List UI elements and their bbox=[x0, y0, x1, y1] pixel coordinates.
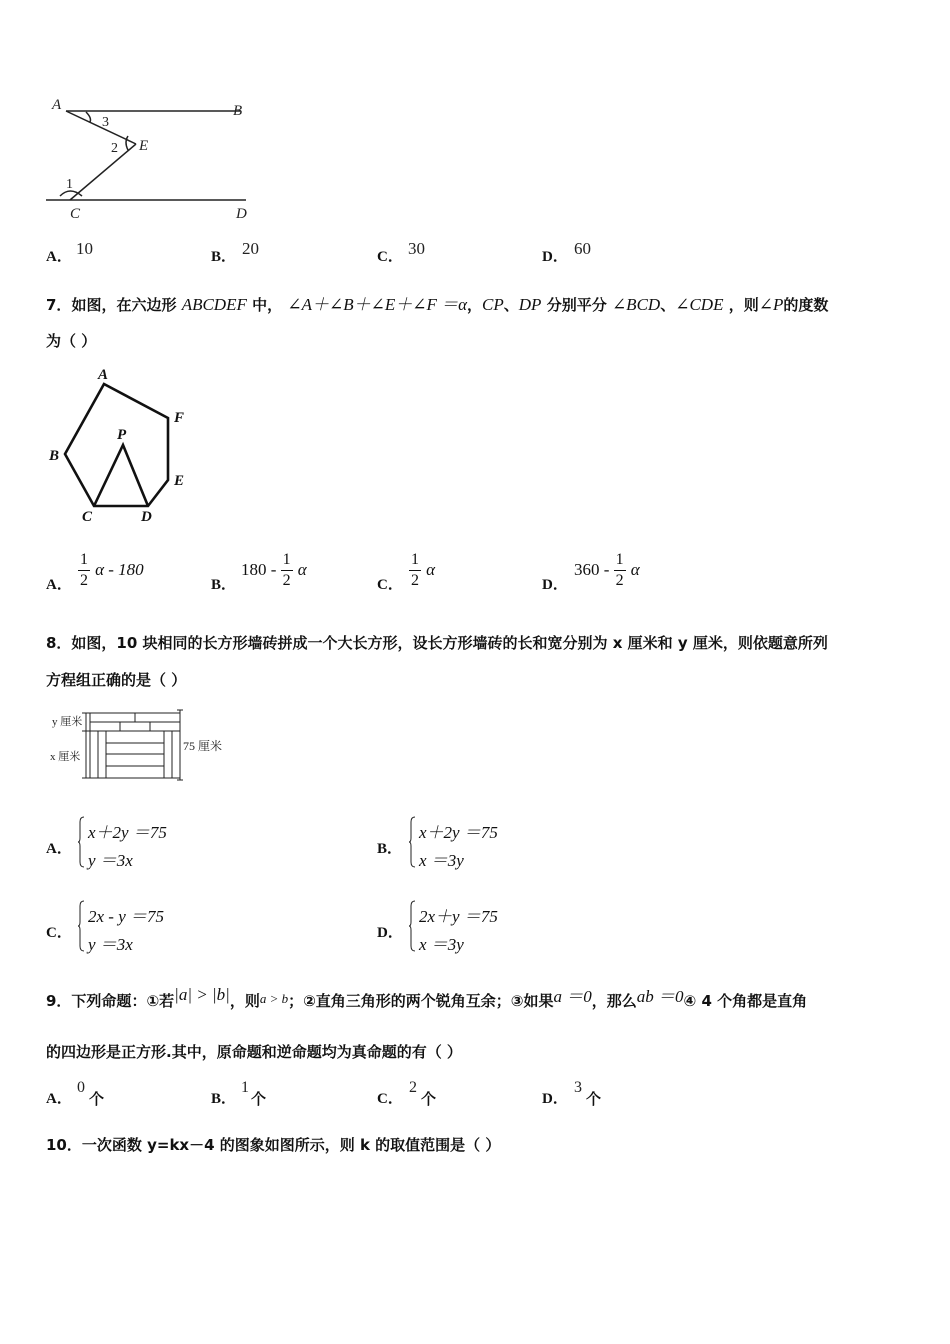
q6-figure bbox=[40, 92, 260, 224]
q7-stem-line1 bbox=[46, 296, 828, 313]
denominator: 2 bbox=[615, 572, 624, 589]
option-label: A． bbox=[46, 249, 72, 265]
fig8-y-label: y 厘米 bbox=[52, 716, 83, 728]
q7-text-2: 中， bbox=[252, 296, 283, 314]
denominator: 2 bbox=[80, 572, 88, 589]
brace-icon bbox=[78, 816, 85, 868]
fraction-half bbox=[614, 552, 626, 589]
fig6-label-A: A bbox=[52, 97, 62, 113]
fraction-half bbox=[78, 552, 90, 589]
fig7-label-D: D bbox=[141, 509, 152, 525]
option-unit: 个 bbox=[586, 1090, 602, 1108]
q7-text-6: 的度数 bbox=[783, 296, 829, 314]
option-label: C． bbox=[377, 249, 403, 265]
q7-stem-line2: 为（ ） bbox=[46, 332, 97, 350]
denominator: 2 bbox=[411, 572, 419, 589]
q8-stem-line2: 方程组正确的是（ ） bbox=[46, 671, 187, 689]
option-expression bbox=[241, 552, 307, 589]
option-label: A． bbox=[46, 1091, 72, 1107]
fig6-label-B: B bbox=[233, 103, 243, 119]
fraction-half bbox=[281, 552, 293, 589]
q9-stem-line1 bbox=[46, 985, 808, 1010]
equation-2: x ＝3y bbox=[419, 935, 464, 954]
option-label: D． bbox=[377, 925, 403, 941]
fig6-label-D: D bbox=[236, 206, 247, 222]
q9-inequality: a > b bbox=[259, 991, 289, 1006]
option-expression bbox=[78, 552, 144, 589]
fig7-label-B: B bbox=[49, 448, 60, 464]
expr-suffix: α bbox=[426, 560, 436, 579]
fig7-label-F: F bbox=[174, 410, 185, 426]
equation-2: y ＝3x bbox=[88, 851, 133, 870]
numerator: 1 bbox=[80, 551, 88, 568]
q7-angle-cde: ∠CDE bbox=[675, 295, 724, 314]
option-value: 0 bbox=[77, 1079, 85, 1096]
fraction-half bbox=[409, 552, 421, 589]
option-unit: 个 bbox=[421, 1090, 437, 1108]
brace-icon bbox=[78, 900, 85, 952]
q7-number: 7． bbox=[46, 296, 72, 314]
expr-prefix: 180 - bbox=[241, 560, 281, 579]
q7-hexagon: ABCDEF bbox=[181, 295, 247, 314]
q8-option-c[interactable] bbox=[46, 896, 346, 952]
fig7-label-C: C bbox=[82, 509, 93, 525]
brace-icon bbox=[409, 900, 416, 952]
option-label: C． bbox=[377, 1091, 403, 1107]
brace-icon bbox=[409, 816, 416, 868]
fig8-height-label: 75 厘米 bbox=[183, 739, 223, 753]
option-label: B． bbox=[211, 577, 237, 593]
q7-angle-p: ∠P bbox=[758, 295, 784, 314]
fig6-angle-2: 2 bbox=[111, 141, 118, 156]
option-value: 2 bbox=[409, 1079, 417, 1096]
q9-text-1: 9．下列命题：①若 bbox=[46, 992, 175, 1010]
q9-text-5: ④ 4 个角都是直角 bbox=[683, 992, 808, 1010]
option-value: 1 bbox=[241, 1079, 249, 1096]
q8-option-d[interactable] bbox=[377, 896, 677, 952]
numerator: 1 bbox=[282, 551, 291, 568]
numerator: 1 bbox=[615, 551, 624, 568]
option-value: 30 bbox=[408, 239, 425, 258]
equation-1: x＋2y ＝75 bbox=[88, 823, 167, 842]
q7-figure bbox=[44, 364, 204, 526]
equation-1: 2x - y ＝75 bbox=[88, 907, 165, 926]
option-label: A． bbox=[46, 577, 72, 593]
q8-option-b[interactable] bbox=[377, 812, 677, 868]
q10-stem: 10．一次函数 y=kx－4 的图象如图所示，则 k 的取值范围是（ ） bbox=[46, 1136, 501, 1154]
option-label: B． bbox=[211, 249, 237, 265]
q7-text-1: 如图，在六边形 bbox=[71, 296, 177, 314]
q7-text-5: ，则 bbox=[728, 296, 759, 314]
fig6-label-E: E bbox=[139, 138, 149, 154]
option-expression bbox=[574, 552, 640, 589]
q7-sep: 、 bbox=[503, 296, 519, 314]
q7-angle-bcd: ∠BCD bbox=[611, 295, 661, 314]
q9-ab-zero: ab ＝0 bbox=[636, 987, 684, 1006]
option-unit: 个 bbox=[251, 1090, 267, 1108]
numerator: 1 bbox=[411, 551, 419, 568]
option-label: D． bbox=[542, 1091, 568, 1107]
option-value: 60 bbox=[574, 239, 591, 258]
fig6-label-C: C bbox=[70, 206, 81, 222]
q7-sep2: 、 bbox=[660, 296, 676, 314]
q7-text-4: 分别平分 bbox=[546, 296, 607, 314]
expr-prefix: 360 - bbox=[574, 560, 614, 579]
option-label: B． bbox=[211, 1091, 237, 1107]
q9-stem-line2: 的四边形是正方形.其中，原命题和逆命题均为真命题的有（ ） bbox=[46, 1043, 462, 1061]
equation-1: x＋2y ＝75 bbox=[419, 823, 498, 842]
equation-1: 2x＋y ＝75 bbox=[419, 907, 498, 926]
q7-cp: CP bbox=[482, 295, 504, 314]
q8-figure bbox=[46, 706, 236, 782]
fig7-label-P: P bbox=[117, 427, 127, 443]
q9-text-2: ，则 bbox=[229, 992, 260, 1010]
q8-option-a[interactable] bbox=[46, 812, 346, 868]
equation-2: x ＝3y bbox=[419, 851, 464, 870]
q7-text-3: ， bbox=[467, 296, 483, 314]
option-label: D． bbox=[542, 249, 568, 265]
q9-abs-inequality: |a| > |b| bbox=[174, 985, 230, 1004]
equation-2: y ＝3x bbox=[88, 935, 133, 954]
option-value: 3 bbox=[574, 1079, 582, 1096]
option-label: A． bbox=[46, 841, 72, 857]
expr-suffix: α - 180 bbox=[95, 560, 144, 579]
option-value: 20 bbox=[242, 239, 259, 258]
option-label: C． bbox=[46, 925, 72, 941]
fig6-angle-1: 1 bbox=[66, 177, 73, 192]
option-unit: 个 bbox=[89, 1090, 105, 1108]
q9-a-zero: a ＝0 bbox=[553, 987, 592, 1006]
option-label: B． bbox=[377, 841, 403, 857]
q7-angle-sum: ∠A＋∠B＋∠E＋∠F ＝α bbox=[287, 295, 468, 314]
q9-text-4: ，那么 bbox=[591, 992, 637, 1010]
option-value: 10 bbox=[76, 239, 93, 258]
fig6-angle-3: 3 bbox=[102, 115, 109, 130]
option-expression bbox=[409, 552, 435, 589]
q7-dp: DP bbox=[518, 295, 542, 314]
denominator: 2 bbox=[282, 572, 291, 589]
fig7-label-A: A bbox=[98, 367, 109, 383]
option-label: D． bbox=[542, 577, 568, 593]
fig7-label-E: E bbox=[174, 473, 185, 489]
fig8-x-label: x 厘米 bbox=[50, 751, 81, 763]
expr-suffix: α bbox=[297, 560, 307, 579]
expr-suffix: α bbox=[630, 560, 640, 579]
q9-text-3: ；②直角三角形的两个锐角互余；③如果 bbox=[288, 992, 554, 1010]
q8-stem-line1: 8．如图，10 块相同的长方形墙砖拼成一个大长方形，设长方形墙砖的长和宽分别为 x 厘米和 y 厘米，则依题意所列 bbox=[46, 634, 828, 652]
option-label: C． bbox=[377, 577, 403, 593]
